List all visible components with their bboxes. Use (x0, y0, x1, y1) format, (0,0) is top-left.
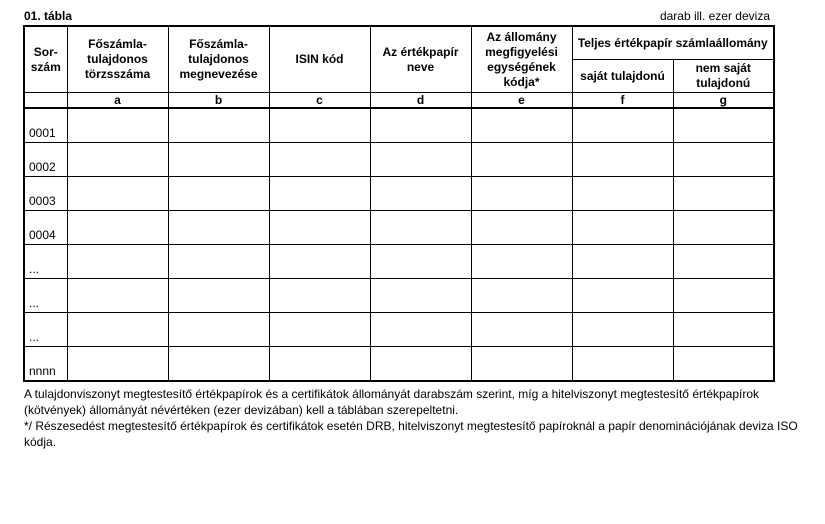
cell[interactable] (673, 347, 774, 382)
cell[interactable] (673, 108, 774, 143)
cell[interactable] (370, 177, 471, 211)
cell[interactable] (572, 108, 673, 143)
cell[interactable] (572, 177, 673, 211)
cell[interactable] (168, 143, 269, 177)
cell[interactable] (572, 245, 673, 279)
letter-cell: g (673, 93, 774, 109)
cell[interactable] (673, 143, 774, 177)
letter-row (24, 93, 774, 109)
cell[interactable] (370, 108, 471, 143)
cell[interactable] (471, 108, 572, 143)
cell[interactable] (269, 143, 370, 177)
cell[interactable] (370, 347, 471, 382)
cell[interactable] (572, 279, 673, 313)
cell[interactable] (673, 279, 774, 313)
cell[interactable] (370, 211, 471, 245)
cell[interactable] (67, 347, 168, 382)
cell[interactable] (471, 177, 572, 211)
cell[interactable] (269, 279, 370, 313)
letter-cell: e (471, 93, 572, 109)
table-row (24, 313, 774, 347)
note-line-1: A tulajdonviszonyt megtestesítő értékpapírok és a certifikátok állományát darabszám szerint, míg a hitelviszonyt megtestesítő értékpapírok (kötvények) állományát névértéken (ezer devizában) kell a táblában szerepeltetni. (24, 387, 760, 417)
cell[interactable] (370, 245, 471, 279)
table-row (24, 177, 774, 211)
cell[interactable] (471, 211, 572, 245)
cell[interactable] (471, 313, 572, 347)
header-col-b: Főszámla-tulajdonos megnevezése (168, 26, 269, 93)
cell[interactable] (168, 245, 269, 279)
cell[interactable] (67, 245, 168, 279)
cell[interactable] (269, 177, 370, 211)
header-col-e: Az állomány megfigyelési egységének kódja* (471, 26, 572, 93)
table-row (24, 143, 774, 177)
letter-cell: c (269, 93, 370, 109)
row-number: ... (24, 313, 67, 347)
table-row (24, 211, 774, 245)
cell[interactable] (673, 313, 774, 347)
cell[interactable] (269, 108, 370, 143)
row-number: ... (24, 245, 67, 279)
cell[interactable] (471, 143, 572, 177)
letter-cell: d (370, 93, 471, 109)
header-col-g: nem saját tulajdonú (673, 60, 774, 93)
cell[interactable] (168, 177, 269, 211)
row-number: 0004 (24, 211, 67, 245)
header-col-d: Az értékpapír neve (370, 26, 471, 93)
row-number: 0002 (24, 143, 67, 177)
cell[interactable] (673, 211, 774, 245)
cell[interactable] (67, 211, 168, 245)
row-number: nnnn (24, 347, 67, 382)
row-number: 0003 (24, 177, 67, 211)
cell[interactable] (471, 245, 572, 279)
cell[interactable] (269, 245, 370, 279)
letter-cell: a (67, 93, 168, 109)
header-col-f: saját tulajdonú (572, 60, 673, 93)
header-sorszam: Sor-szám (24, 26, 67, 93)
cell[interactable] (572, 211, 673, 245)
cell[interactable] (67, 108, 168, 143)
cell[interactable] (673, 177, 774, 211)
row-number: ... (24, 279, 67, 313)
table-row (24, 245, 774, 279)
cell[interactable] (572, 347, 673, 382)
table-title: 01. tábla (24, 9, 73, 23)
table-row (24, 347, 774, 382)
table-row (24, 279, 774, 313)
cell[interactable] (572, 313, 673, 347)
cell[interactable] (168, 211, 269, 245)
cell[interactable] (168, 313, 269, 347)
cell[interactable] (67, 143, 168, 177)
cell[interactable] (67, 177, 168, 211)
cell[interactable] (370, 279, 471, 313)
header-group-fg: Teljes értékpapír számlaállomány (572, 26, 774, 60)
footnotes (24, 386, 804, 450)
cell[interactable] (168, 347, 269, 382)
letter-cell-empty (24, 93, 67, 109)
table-row (24, 108, 774, 143)
row-number: 0001 (24, 108, 67, 143)
letter-cell: b (168, 93, 269, 109)
cell[interactable] (572, 143, 673, 177)
header-col-a: Főszámla-tulajdonos törzsszáma (67, 26, 168, 93)
cell[interactable] (67, 313, 168, 347)
cell[interactable] (370, 313, 471, 347)
unit-label: darab ill. ezer deviza (659, 9, 770, 23)
cell[interactable] (269, 347, 370, 382)
cell[interactable] (67, 279, 168, 313)
cell[interactable] (168, 108, 269, 143)
cell[interactable] (471, 279, 572, 313)
cell[interactable] (673, 245, 774, 279)
note-line-2: */ Részesedést megtestesítő értékpapírok és certifikátok esetén DRB, hitelviszonyt megtestesítő papíroknál a papír denominációjának deviza ISO kódja. (24, 419, 798, 449)
header-col-c: ISIN kód (269, 26, 370, 93)
cell[interactable] (168, 279, 269, 313)
letter-cell: f (572, 93, 673, 109)
cell[interactable] (370, 143, 471, 177)
cell[interactable] (269, 313, 370, 347)
cell[interactable] (471, 347, 572, 382)
data-table (23, 25, 775, 382)
cell[interactable] (269, 211, 370, 245)
